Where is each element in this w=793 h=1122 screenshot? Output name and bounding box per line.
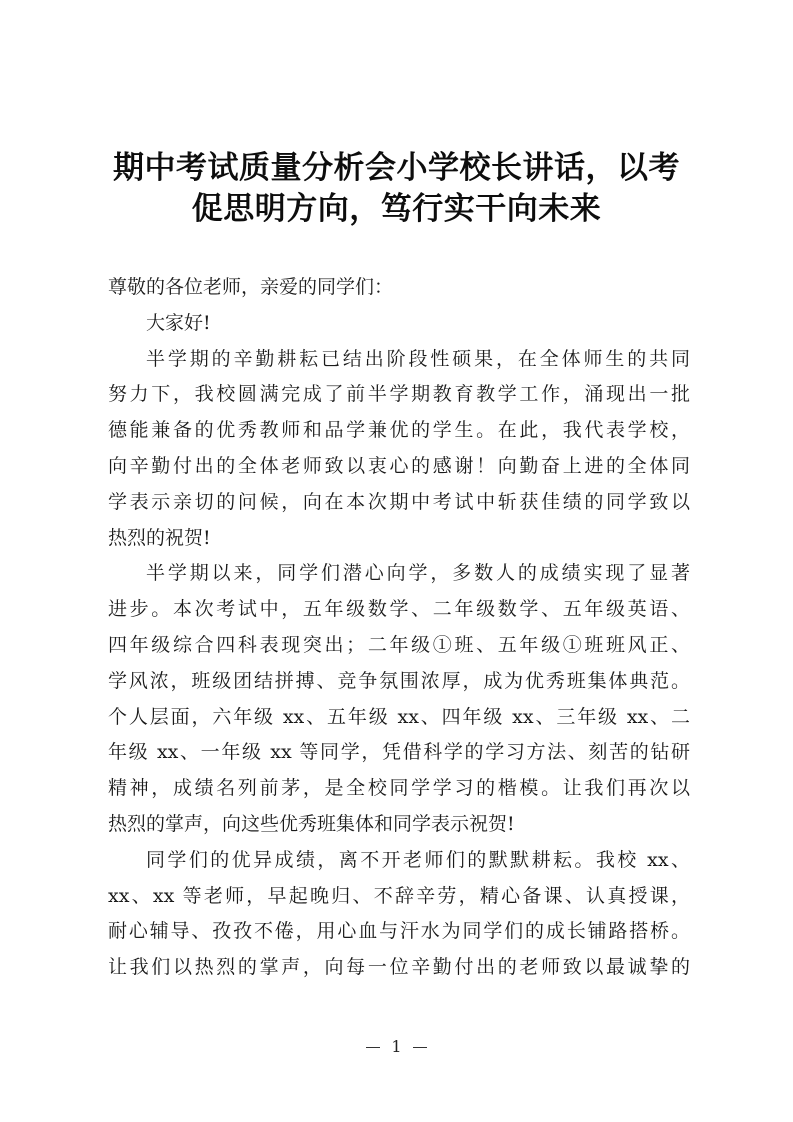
paragraph-line: 向辛勤付出的全体老师致以衷心的感谢！向勤奋上进的全体同	[108, 454, 690, 477]
paragraph-line: 半学期以来，同学们潜心向学，多数人的成绩实现了显著	[146, 562, 690, 585]
paragraph-line: 精神，成绩名列前茅，是全校同学学习的楷模。让我们再次以	[108, 777, 690, 800]
paragraph-student-achievements	[108, 556, 690, 842]
salutation: 尊敬的各位老师，亲爱的同学们：	[108, 276, 394, 298]
footer-dash-left	[366, 1047, 380, 1048]
page-footer	[0, 1037, 793, 1056]
paragraph-line: 大家好!	[146, 311, 211, 334]
paragraph-line: 进步。本次考试中，五年级数学、二年级数学、五年级英语、	[108, 598, 690, 621]
paragraph-line: 热烈的掌声，向这些优秀班集体和同学表示祝贺!	[108, 812, 515, 835]
paragraph-line: 努力下，我校圆满完成了前半学期教育教学工作，涌现出一批	[108, 383, 690, 406]
paragraph-line: 学风浓，班级团结拼搏、竞争氛围浓厚，成为优秀班集体典范。	[108, 669, 690, 692]
document-body	[108, 270, 690, 986]
title-line-1: 期中考试质量分析会小学校长讲话，以考	[113, 150, 680, 186]
paragraph-thanks	[108, 342, 690, 557]
paragraph-line: 德能兼备的优秀教师和品学兼优的学生。在此，我代表学校，	[108, 419, 690, 442]
paragraph-line: 半学期的辛勤耕耘已结出阶段性硕果，在全体师生的共同	[146, 347, 690, 370]
paragraph-line: xx、xx 等老师，早起晚归、不辞辛劳，精心备课、认真授课，	[108, 884, 690, 907]
paragraph-line: 学表示亲切的问候，向在本次期中考试中斩获佳绩的同学致以	[108, 490, 690, 513]
paragraph-line: 四年级综合四科表现突出；二年级①班、五年级①班班风正、	[108, 633, 690, 656]
paragraph-teacher-thanks	[108, 843, 690, 986]
title-line-2: 促思明方向，笃行实干向未来	[191, 191, 602, 227]
paragraph-line: 耐心辅导、孜孜不倦，用心血与汗水为同学们的成长铺路搭桥。	[108, 920, 690, 943]
paragraph-greeting	[108, 306, 690, 342]
document-title	[60, 148, 733, 230]
paragraph-line: 个人层面，六年级 xx、五年级 xx、四年级 xx、三年级 xx、二	[108, 705, 690, 728]
paragraph-line: 让我们以热烈的掌声，向每一位辛勤付出的老师致以最诚挚的	[108, 956, 690, 979]
paragraph-line: 同学们的优异成绩，离不开老师们的默默耕耘。我校 xx、	[146, 848, 690, 871]
paragraph-line: 年级 xx、一年级 xx 等同学，凭借科学的学习方法、刻苦的钻研	[108, 741, 690, 764]
paragraph-line: 热烈的祝贺!	[108, 526, 211, 549]
page-number: 1	[391, 1037, 402, 1056]
footer-dash-right	[413, 1047, 427, 1048]
